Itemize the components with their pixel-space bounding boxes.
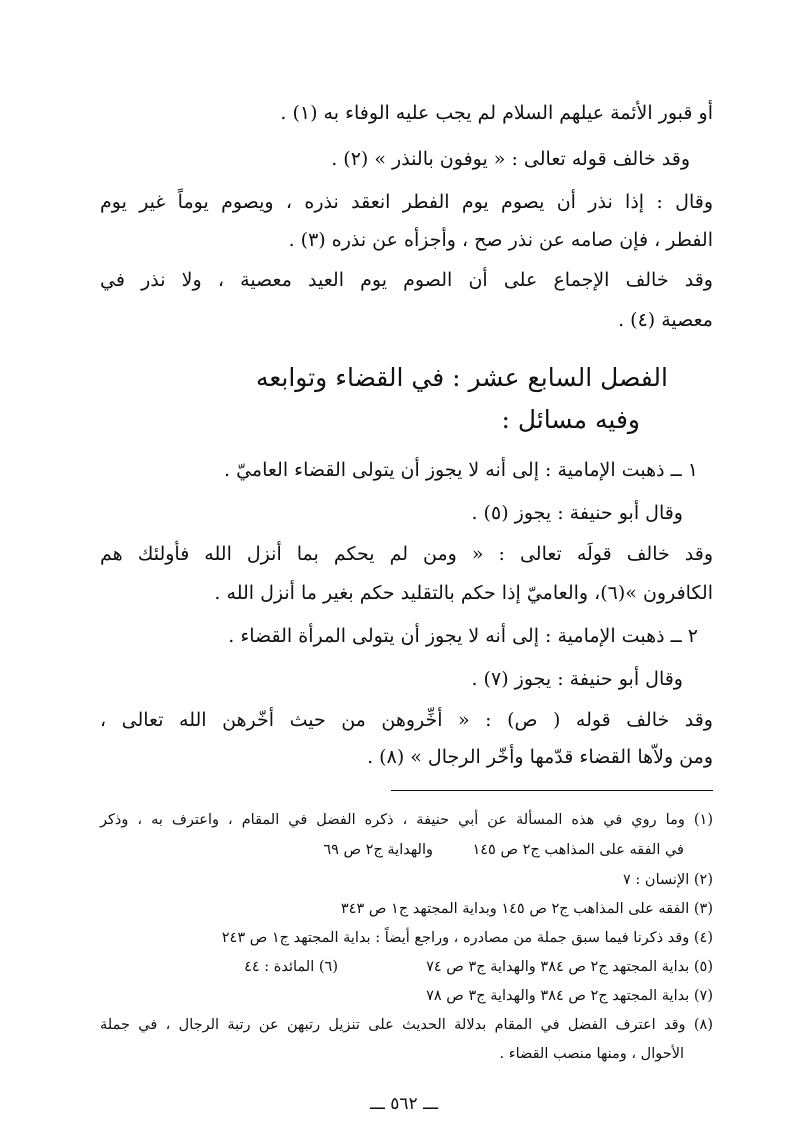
body-line-5: وقد خالف الإجماع على أن الصوم يوم العيد معصية ، ولا نذر في [100, 269, 713, 291]
body-line-2: وقد خالف قوله تعالى : « يوفون بالنذر » (٢) . [331, 148, 690, 170]
footnote-4: (٤) وقد ذكرنا فيما سبق جملة من مصادره ، وراجع أيضاً : بداية المجتهد ج١ ص ٢٤٣ [221, 930, 713, 946]
footnote-separator [391, 790, 713, 791]
section-subtitle: وفيه مسائل : [501, 405, 640, 434]
footnote-8-line-2: الأحوال ، ومنها منصب القضاء . [499, 1046, 684, 1062]
section-line-7: وقد خالف قوله ( ص) : « أخِّروهن من حيث أخّرهن الله تعالى ، [100, 709, 713, 731]
section-line-4: الكافرون »(٦)، والعاميّ إذا حكم بالتقليد حكم بغير ما أنزل الله . [214, 582, 713, 604]
body-line-4: الفطر ، فإن صامه عن نذر صح ، وأجزأه عن نذره (٣) . [288, 229, 713, 251]
section-line-8: ومن ولاّها القضاء قدّمها وأخّر الرجال » (٨) . [367, 746, 713, 768]
section-line-2: وقال أبو حنيفة : يجوز (٥) . [471, 502, 683, 524]
section-line-3: وقد خالف قولَه تعالى : « ومن لم يحكم بما أنزل الله فأولئك هم [100, 543, 713, 565]
page-number: ـــ ٥٦٢ ـــ [369, 1094, 439, 1114]
body-line-1: أو قبور الأئمة عيلهم السلام لم يجب عليه الوفاء به (١) . [280, 102, 713, 124]
section-line-1: ١ ــ ذهبت الإمامية : إلى أنه لا يجوز أن يتولى القضاء العاميّ . [223, 459, 698, 481]
footnote-2: (٢) الإنسان : ٧ [623, 872, 713, 888]
footnote-1-line-2b: والهداية ج٢ ص ٦٩ [323, 842, 433, 858]
footnote-1-line-2a: في الفقه على المذاهب ج٢ ص ١٤٥ [472, 842, 684, 858]
footnote-8-line-1: (٨) وقد اعترف الفضل في المقام بدلالة الحديث على تنزيل رتبهن عن رتبة الرجال ، في جملة [100, 1017, 713, 1033]
section-line-6: وقال أبو حنيفة : يجوز (٧) . [471, 668, 683, 690]
body-line-3: وقال : إذا نذر أن يصوم يوم الفطر انعقد نذره ، ويصوم يوماً غير يوم [100, 191, 713, 213]
section-line-5: ٢ ــ ذهبت الإمامية : إلى أنه لا يجوز أن يتولى المرأة القضاء . [228, 625, 698, 647]
footnote-5: (٥) بداية المجتهد ج٢ ص ٣٨٤ والهداية ج٣ ص ٧٤ [426, 959, 713, 975]
footnote-1-line-1: (١) وما روي في هذه المسألة عن أبي حنيفة ، ذكره الفضل في المقام ، واعترف به ، وذكر [100, 812, 713, 828]
body-line-6: معصية (٤) . [618, 309, 713, 331]
footnote-7: (٧) بداية المجتهد ج٢ ص ٣٨٤ والهداية ج٣ ص ٧٨ [426, 988, 713, 1004]
footnote-6: (٦) المائدة : ٤٤ [244, 959, 338, 975]
section-title: الفصل السابع عشر : في القضاء وتوابعه [255, 363, 668, 392]
footnote-3: (٣) الفقه على المذاهب ج٢ ص ١٤٥ وبداية المجتهد ج١ ص ٣٤٣ [340, 901, 713, 917]
